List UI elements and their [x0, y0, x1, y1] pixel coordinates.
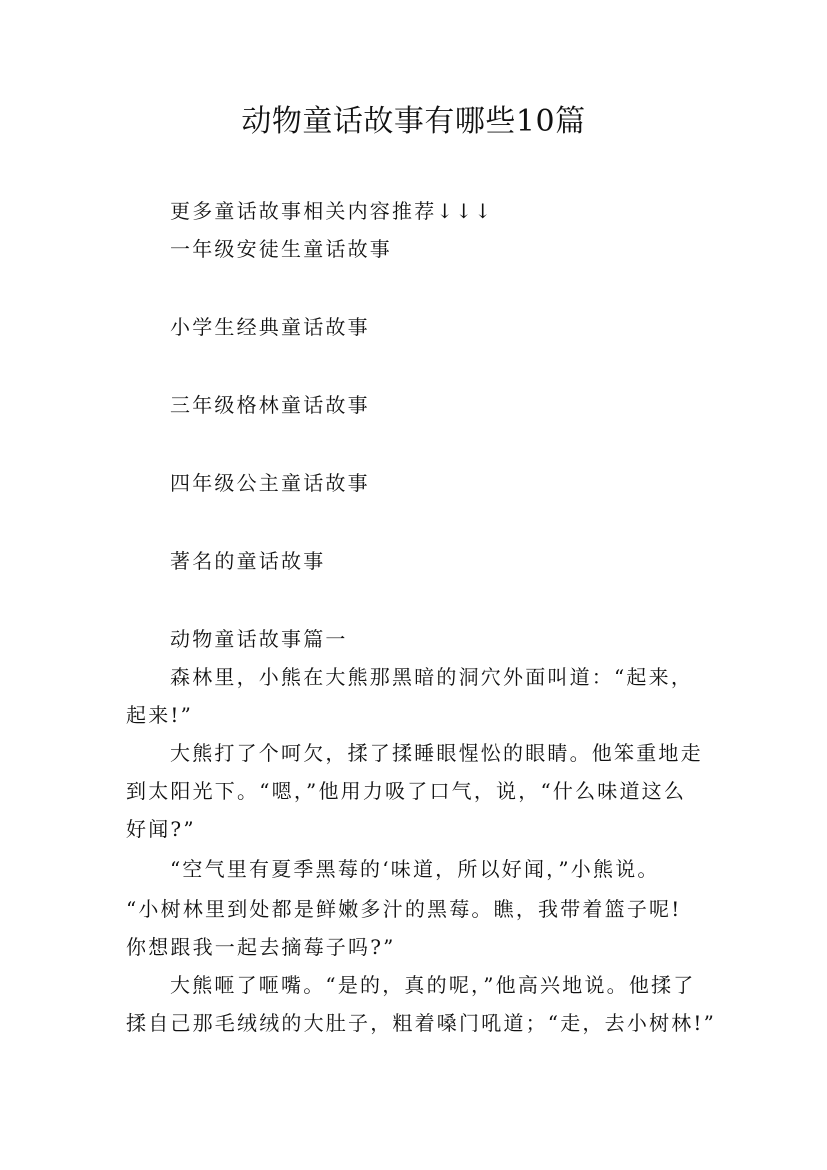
- link-item[interactable]: 三年级格林童话故事: [170, 393, 370, 417]
- paragraph-line: 森林里，小熊在大熊那黑暗的洞穴外面叫道：“起来，: [170, 665, 694, 689]
- link-item[interactable]: 小学生经典童话故事: [170, 315, 370, 339]
- paragraph-line: 你想跟我一起去摘莓子吗?”: [126, 935, 396, 959]
- paragraph-line: 大熊打了个呵欠，揉了揉睡眼惺忪的眼睛。他笨重地走: [170, 741, 703, 765]
- link-item[interactable]: 著名的童话故事: [170, 549, 326, 573]
- document-title: 动物童话故事有哪些10篇: [241, 104, 586, 139]
- paragraph-line: “小树林里到处都是鲜嫩多汁的黑莓。瞧，我带着篮子呢!: [126, 897, 682, 921]
- paragraph-line: 大熊咂了咂嘴。“是的，真的呢，”他高兴地说。他揉了: [170, 973, 696, 997]
- paragraph-line: 揉自己那毛绒绒的大肚子，粗着嗓门吼道；“走，去小树林!”: [126, 1011, 717, 1035]
- recommend-heading: 更多童话故事相关内容推荐↓↓↓: [170, 199, 494, 223]
- link-item[interactable]: 一年级安徒生童话故事: [170, 237, 392, 261]
- section-heading: 动物童话故事篇一: [170, 627, 348, 651]
- paragraph-line: 到太阳光下。“嗯，”他用力吸了口气，说，“什么味道这么: [126, 779, 687, 803]
- link-item[interactable]: 四年级公主童话故事: [170, 471, 370, 495]
- paragraph-line: 起来!”: [126, 703, 194, 727]
- paragraph-line: 好闻?”: [126, 817, 196, 841]
- paragraph-line: “空气里有夏季黑莓的‘味道，所以好闻，”小熊说。: [170, 857, 660, 881]
